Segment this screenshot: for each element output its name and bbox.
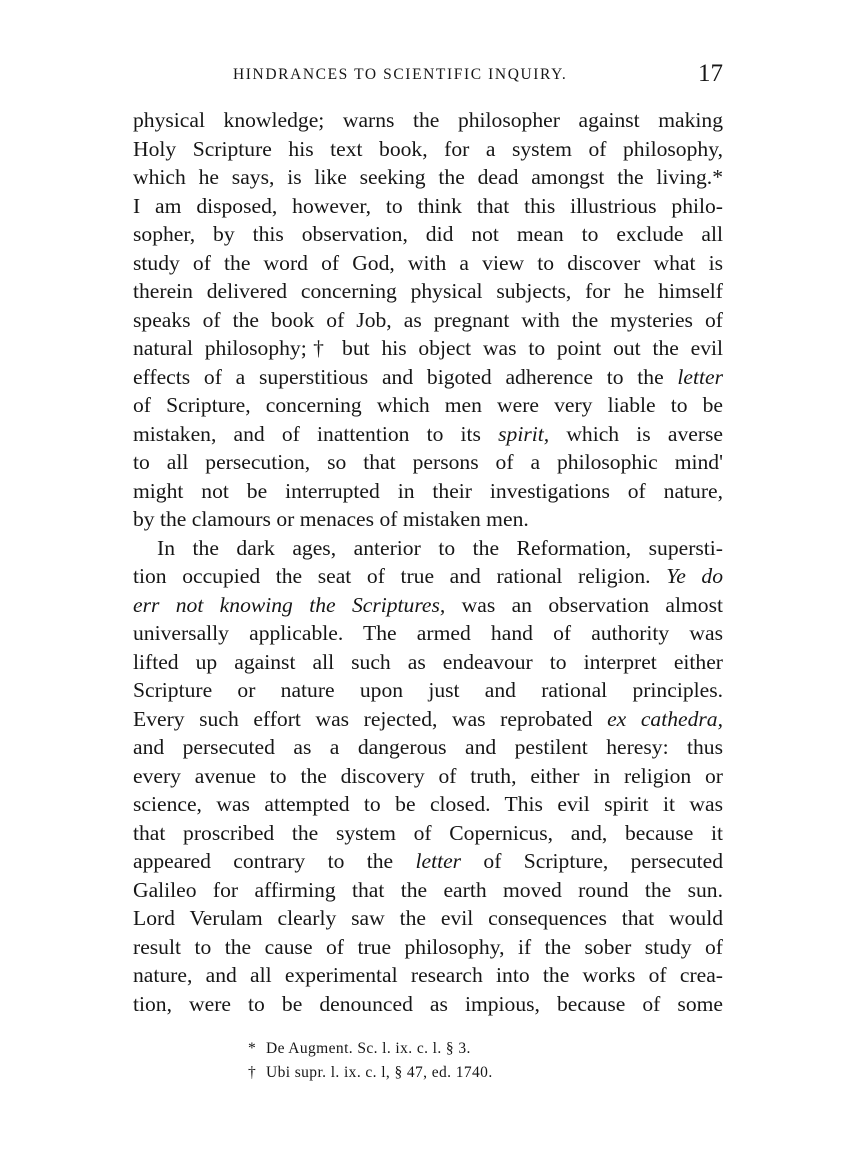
italic-text: letter xyxy=(415,849,462,873)
text-span: In the dark ages, anterior to the Reformation, supersti- xyxy=(157,535,723,560)
text-line xyxy=(133,562,723,591)
text-span: Holy Scripture his text book, for a system of philosophy, xyxy=(133,136,723,161)
text-span: study of the word of God, with a view to discover what is xyxy=(133,250,723,275)
text-line xyxy=(133,876,723,905)
text-line xyxy=(133,363,723,392)
text-line xyxy=(133,961,723,990)
text-span: by the clamours or menaces of mistaken men. xyxy=(133,507,529,531)
text-line xyxy=(133,135,723,164)
text-line xyxy=(133,334,723,363)
footnote-text: Ubi supr. l. ix. c. l, § 47, ed. 1740. xyxy=(266,1064,493,1081)
running-title: HINDRANCES TO SCIENTIFIC INQUIRY. xyxy=(233,66,568,83)
text-line xyxy=(133,990,723,1019)
text-line xyxy=(133,619,723,648)
running-head xyxy=(133,60,723,94)
text-span: Scripture or nature upon just and rational principles. xyxy=(133,678,723,702)
text-line xyxy=(133,904,723,933)
text-span: which he says, is like seeking the dead amongst the living.* xyxy=(133,165,723,189)
text-line xyxy=(133,534,723,563)
text-line xyxy=(133,249,723,278)
text-line xyxy=(133,477,723,506)
text-span: of Scripture, concerning which men were very liable to be xyxy=(133,393,723,417)
text-line xyxy=(133,163,723,192)
text-span: to all persecution, so that persons of a philosophic mind' xyxy=(133,450,723,474)
text-span: tion, were to be denounced as impious, because of some xyxy=(133,991,723,1016)
text-line xyxy=(133,847,723,876)
text-line xyxy=(133,762,723,791)
text-span: was an observation almost xyxy=(445,592,724,617)
text-span: natural philosophy;† but his object was to point out the evil xyxy=(133,336,723,360)
footnote-mark: * xyxy=(248,1040,257,1057)
text-span: Galileo for affirming that the earth moved round the sun. xyxy=(133,877,723,902)
text-span: nature, and all experimental research into the works of crea- xyxy=(133,963,723,987)
footnotes xyxy=(248,1037,668,1085)
text-span: sopher, by this observation, did not mean to exclude all xyxy=(133,222,723,246)
text-span: physical knowledge; warns the philosopher against making xyxy=(133,108,723,132)
text-line xyxy=(133,505,723,534)
page-number: 17 xyxy=(698,60,723,87)
text-span: and persecuted as a dangerous and pestilent heresy: thus xyxy=(133,735,723,759)
text-span: which is averse xyxy=(549,421,724,446)
text-span: effects of a superstitious and bigoted adherence to the xyxy=(133,364,678,389)
text-span: might not be interrupted in their investigations of nature, xyxy=(133,478,723,503)
text-line xyxy=(133,733,723,762)
text-span: that proscribed the system of Copernicus, and, because it xyxy=(133,820,723,845)
footnote-text: De Augment. Sc. l. ix. c. l. § 3. xyxy=(266,1040,471,1057)
text-span: tion occupied the seat of true and rational religion. xyxy=(133,564,667,588)
italic-text: ex cathedra, xyxy=(607,706,723,731)
italic-text: spirit, xyxy=(498,421,550,446)
text-span: every avenue to the discovery of truth, either in religion or xyxy=(133,763,723,788)
text-line xyxy=(133,933,723,962)
text-span: science, was attempted to be closed. This evil spirit it was xyxy=(133,792,723,816)
text-span: Lord Verulam clearly saw the evil consequences that would xyxy=(133,906,723,930)
text-line xyxy=(133,306,723,335)
text-span: result to the cause of true philosophy, if the sober study of xyxy=(133,934,723,959)
italic-text: letter xyxy=(677,364,723,389)
text-span: lifted up against all such as endeavour to interpret either xyxy=(133,649,723,674)
text-line xyxy=(133,705,723,734)
text-span: mistaken, and of inattention to its xyxy=(133,421,499,446)
text-line xyxy=(133,420,723,449)
text-span: Every such effort was rejected, was reprobated xyxy=(133,706,608,731)
italic-text: Ye do xyxy=(666,564,723,588)
text-line xyxy=(133,277,723,306)
text-line xyxy=(133,676,723,705)
text-line xyxy=(133,192,723,221)
text-span: therein delivered concerning physical subjects, for he himself xyxy=(133,279,723,303)
footnote xyxy=(248,1061,668,1085)
text-line xyxy=(133,591,723,620)
text-span: of Scripture, persecuted xyxy=(461,849,723,873)
text-line xyxy=(133,790,723,819)
text-span: I am disposed, however, to think that this illustrious philo- xyxy=(133,193,723,218)
text-line xyxy=(133,106,723,135)
text-span: speaks of the book of Job, as pregnant with the mysteries of xyxy=(133,307,723,332)
text-line xyxy=(133,391,723,420)
footnote-mark: † xyxy=(248,1064,257,1081)
text-line xyxy=(133,648,723,677)
body-text xyxy=(133,106,723,1018)
text-line xyxy=(133,220,723,249)
footnote xyxy=(248,1037,668,1061)
italic-text: err not knowing the Scriptures, xyxy=(133,592,446,617)
text-span: appeared contrary to the xyxy=(133,849,416,873)
text-line xyxy=(133,448,723,477)
text-span: universally applicable. The armed hand of authority was xyxy=(133,621,723,645)
text-line xyxy=(133,819,723,848)
